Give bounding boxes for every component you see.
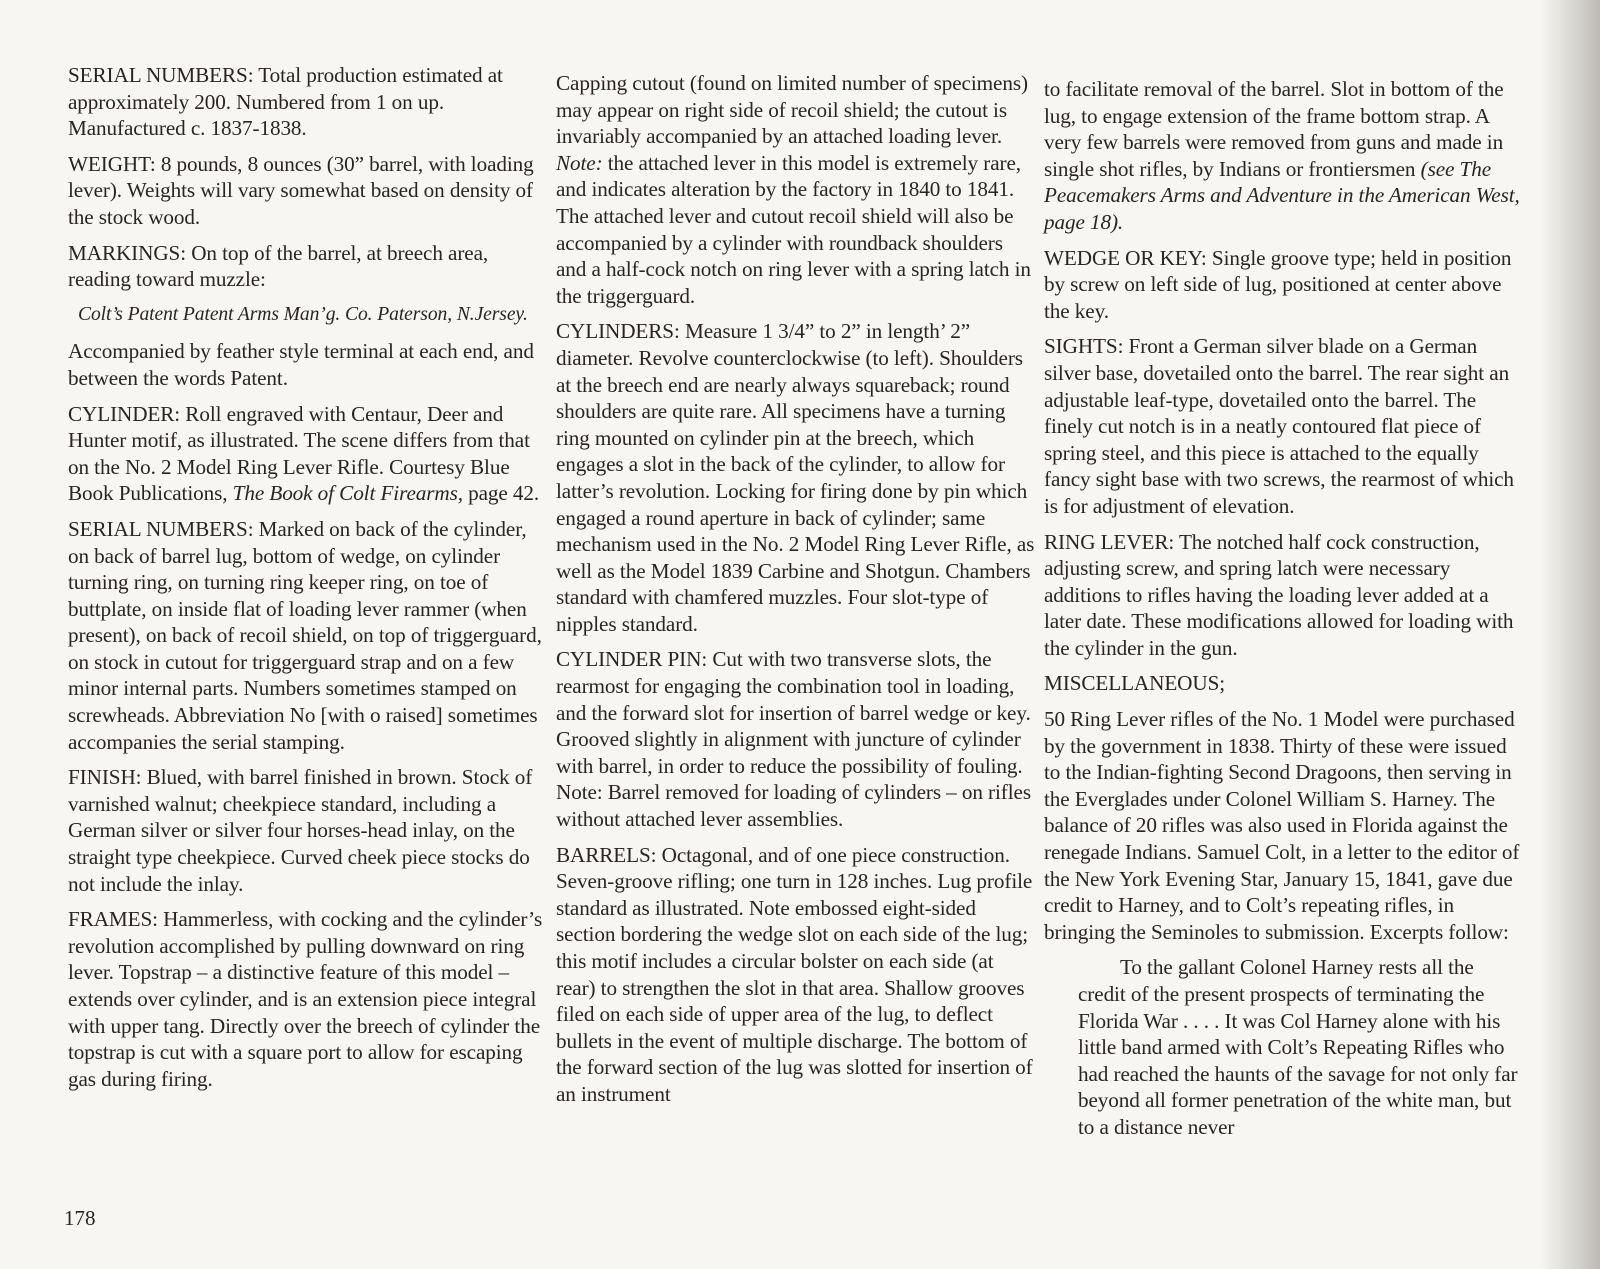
column-right xyxy=(1044,76,1522,1141)
peacemakers-reference: (see The Peacemakers Arms and Adventure in the American West, xyxy=(1044,156,1520,208)
miscellaneous-paragraph: 50 Ring Lever rifles of the No. 1 Model were purchased by the government in 1838. Thirty of these were issued to the Indian-fighting Second Dragoons, then serving in the Everglades under Colonel William S. Harney. The balance of 20 rifles was also used in Florida against the renegade Indians. Samuel Colt, in a letter to the editor of the New York Evening Star, January 15, 1841, gave due credit to Harney, and to Colt’s repeating rifles, in bringing the Seminoles to submission. Excerpts follow: xyxy=(1044,707,1520,944)
capping-text: Capping cutout (found on limited number of specimens) may appear on right side of recoil shield; the cutout is invariably accompanied by an attached loading lever. xyxy=(556,71,1028,149)
cylinders-paragraph: CYLINDERS: Measure 1 3/4” to 2” in length’ 2” diameter. Revolve counterclockwise (to left). Shoulders at the breech end are nearly always squareback; round shoulders are quite rare. All specimens have a turning ring mounted on cylinder pin at the breech, which engages a slot in the back of the cylinder, to allow for latter’s revolution. Locking for firing done by pin which engaged a round aperture in back of cylinder; same mechanism used in the No. 2 Model Ring Lever Rifle, as well as the Model 1839 Carbine and Shotgun. Chambers standard with chamfered muzzles. Four slot-type of nipples standard. xyxy=(556,319,1035,636)
page-number: 178 xyxy=(64,1206,96,1230)
miscellaneous-heading: MISCELLANEOUS; xyxy=(1044,671,1226,696)
cylinder-text: CYLINDER: Roll engraved with Centaur, Deer and Hunter motif, as illustrated. The scene differs from that on the No. 2 Model Ring Lever Rifle. Courtesy Blue Book Publications, xyxy=(68,401,530,506)
serial-numbers-paragraph: SERIAL NUMBERS: Total production estimated at approximately 200. Numbered from 1 on up. Manufactured c. 1837-1838. xyxy=(68,63,503,141)
cylinder-paragraph xyxy=(68,401,546,507)
barrels-paragraph: BARRELS: Octagonal, and of one piece construction. Seven-groove rifling; one turn in 128 inches. Lug profile standard as illustrated. Note embossed eight-sided section bordering the wedge slot on each side of the lug; this motif includes a circular bolster on each side (at rear) to strengthen the slot in that area. Shallow grooves filed on each side of upper area of the lug, to deflect bullets in the event of multiple discharge. The bottom of the forward section of the lug was slotted for insertion of an instrument xyxy=(556,842,1033,1106)
note-label: Note: xyxy=(556,150,603,175)
capping-cutout-paragraph xyxy=(556,70,1036,309)
page-gutter-shadow xyxy=(1540,0,1600,1269)
barrel-continued-paragraph xyxy=(1044,76,1522,236)
harney-quote: To the gallant Colonel Harney rests all the credit of the present prospects of terminating the Florida War . . . . It was Col Harney alone with his little band armed with Colt’s Repeating Rifles who had reached the haunts of the savage for not only far beyond all former penetration of the white man, but to a distance never xyxy=(1078,955,1518,1139)
cylinder-pin-paragraph: CYLINDER PIN: Cut with two transverse slots, the rearmost for engaging the combination tool in loading, and the forward slot for insertion of barrel wedge or key. Grooved slightly in alignment with juncture of cylinder with barrel, in order to reduce the possibility of fouling. Note: Barrel removed for loading of cylinders – on rifles without attached lever assemblies. xyxy=(556,647,1031,832)
finish-paragraph: FINISH: Blued, with barrel finished in brown. Stock of varnished walnut; cheekpiece standard, including a German silver or silver four horses-head inlay, on the straight type cheekpiece. Curved cheek piece stocks do not include the inlay. xyxy=(68,765,533,896)
wedge-paragraph: WEDGE OR KEY: Single groove type; held in position by screw on left side of lug, positioned at center above the key. xyxy=(1044,245,1512,323)
weight-paragraph: WEIGHT: 8 pounds, 8 ounces (30” barrel, with loading lever). Weights will vary somewhat based on density of the stock wood. xyxy=(68,151,534,229)
markings-paragraph: MARKINGS: On top of the barrel, at breech area, reading toward muzzle: xyxy=(68,240,489,292)
peacemakers-page: page 18). xyxy=(1044,209,1124,234)
barrel-marking-text: Colt’s Patent Patent Arms Man’g. Co. Paterson, N.Jersey. xyxy=(78,303,528,325)
serial-markings-paragraph: SERIAL NUMBERS: Marked on back of the cylinder, on back of barrel lug, bottom of wedge, on cylinder turning ring, on turning ring keeper ring, on toe of buttplate, on inside flat of loading lever rammer (when present), on back of recoil shield, on top of triggerguard, on stock in cutout for triggerguard strap and on a few minor internal parts. Numbers sometimes stamped on screwheads. Abbreviation No [with o raised] sometimes accompanies the serial stamping. xyxy=(68,516,542,754)
frames-paragraph: FRAMES: Hammerless, with cocking and the cylinder’s revolution accomplished by pulling downward on ring lever. Topstrap – a distinctive feature of this model – extends over cylinder, and is an extension piece integral with upper tang. Directly over the breech of cylinder the topstrap is cut with a square port to allow for escaping gas during firing. xyxy=(68,907,543,1091)
accompanied-paragraph: Accompanied by feather style terminal at each end, and between the words Patent. xyxy=(68,339,534,390)
sights-paragraph: SIGHTS: Front a German silver blade on a German silver base, dovetailed onto the barrel. The rear sight an adjustable leaf-type, dovetailed onto the barrel. The finely cut notch is in a neatly contoured flat piece of spring steel, and this piece is attached to the equally fancy sight base with two screws, the rearmost of which is for adjustment of elevation. xyxy=(1044,334,1514,518)
book-title: The Book of Colt Firearms, xyxy=(232,481,463,506)
cylinder-page-ref: page 42. xyxy=(462,481,540,506)
ring-lever-paragraph: RING LEVER: The notched half cock construction, adjusting screw, and spring latch were necessary additions to rifles having the loading lever added at a later date. These modifications allowed for loading with the cylinder in the gun. xyxy=(1044,529,1514,660)
column-left xyxy=(68,62,546,1101)
column-middle xyxy=(556,70,1036,1117)
capping-text-cont: the attached lever in this model is extremely rare, and indicates alteration by the factory in 1840 to 1841. The attached lever and cutout recoil shield will also be accompanied by a cylinder with roundback shoulders and a half-cock notch on ring lever with a spring latch in the triggerguard. xyxy=(556,150,1031,308)
barrel-cont-text: to facilitate removal of the barrel. Slot in bottom of the lug, to engage extension of the frame bottom strap. A very few barrels were removed from guns and made in single shot rifles, by Indians or frontiersmen xyxy=(1044,77,1504,181)
